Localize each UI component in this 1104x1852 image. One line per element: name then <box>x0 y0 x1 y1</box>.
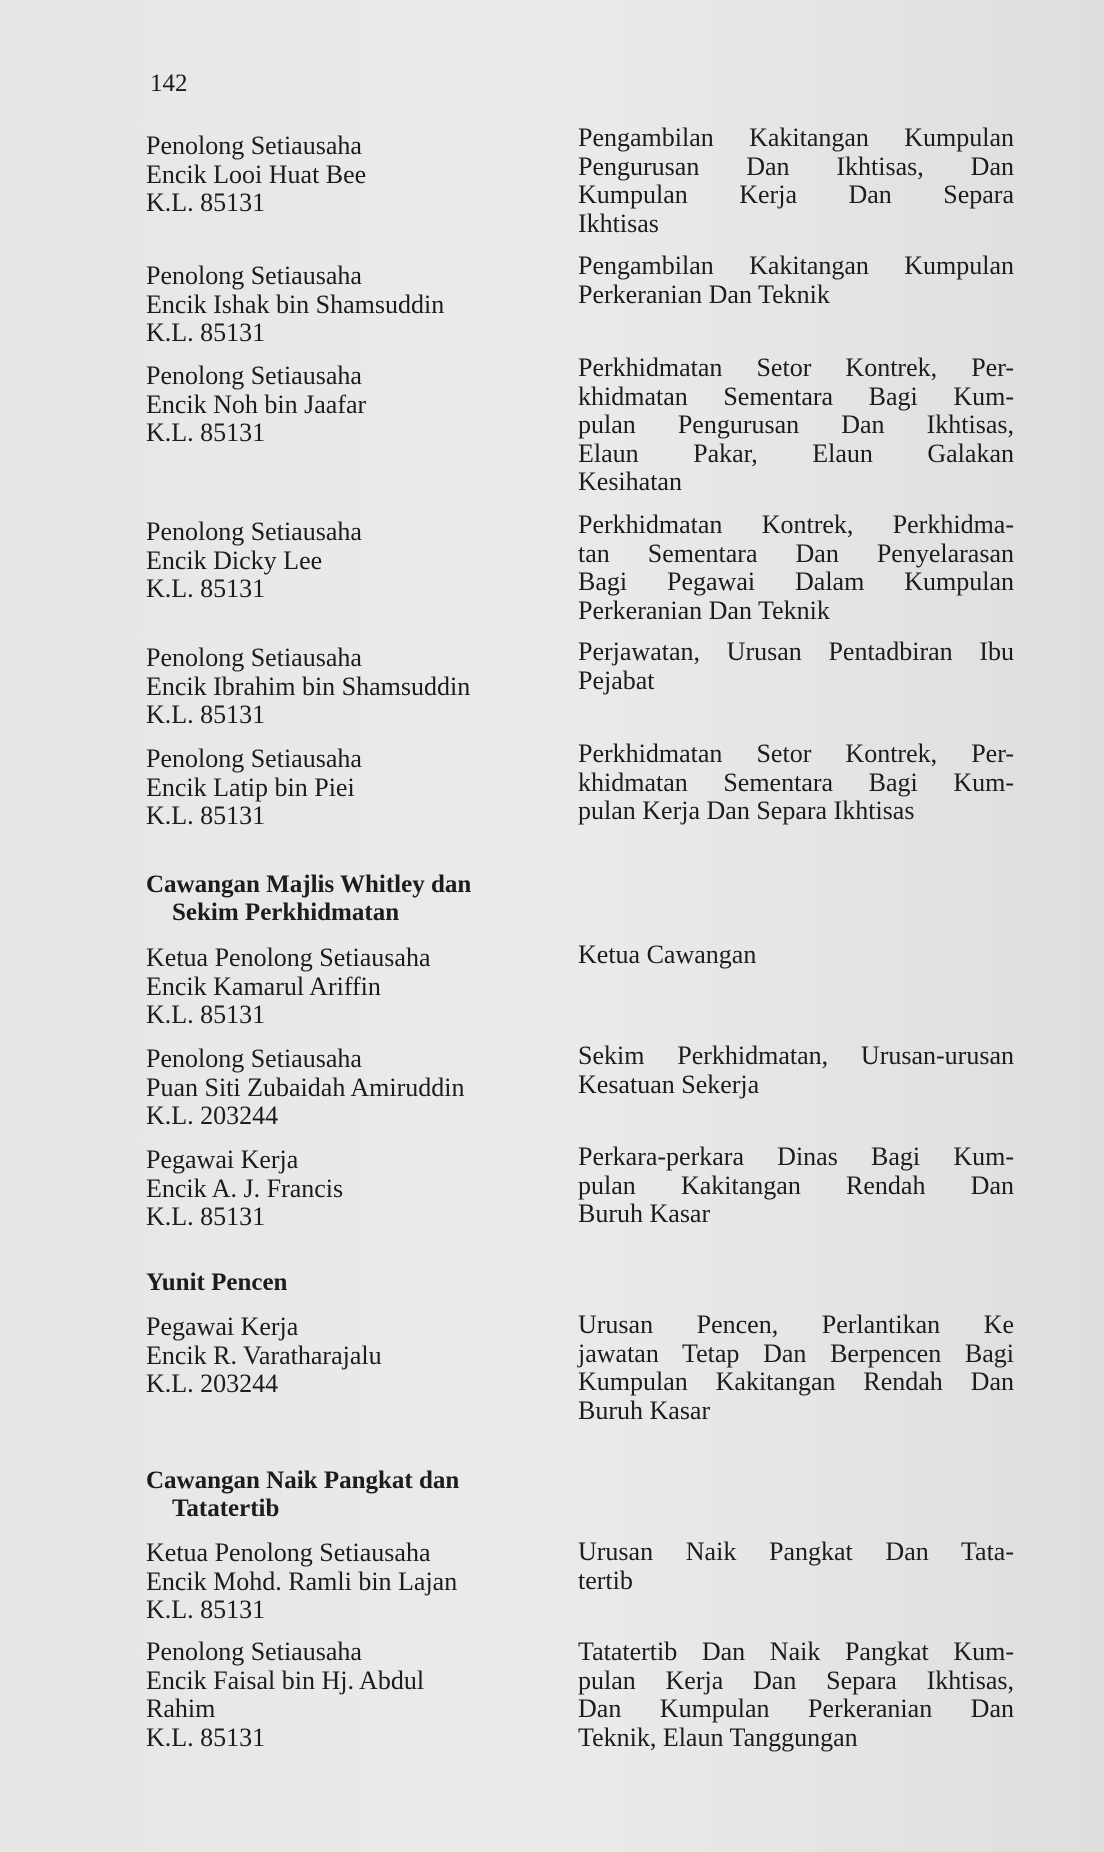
officer-title: Penolong Setiausaha <box>146 1044 362 1073</box>
duty-line: Bagi Pegawai Dalam Kumpulan <box>578 567 1014 596</box>
duty-line: Kesihatan <box>578 467 682 496</box>
duty-line: Pengambilan Kakitangan Kumpulan <box>578 251 1014 280</box>
officer-phone: K.L. 85131 <box>146 188 266 217</box>
officer-name: Encik Ishak bin Shamsuddin <box>146 289 445 319</box>
officer-title: Penolong Setiausaha <box>146 517 362 546</box>
officer-title: Pegawai Kerja <box>146 1145 299 1174</box>
duty-line: Teknik, Elaun Tanggungan <box>578 1722 858 1752</box>
duty-line: pulan Pengurusan Dan Ikhtisas, <box>578 410 1014 439</box>
duty-line: Ketua Cawangan <box>578 940 757 969</box>
duty-line: Urusan Naik Pangkat Dan Tata- <box>578 1537 1014 1566</box>
officer-title: Pegawai Kerja <box>146 1312 299 1341</box>
officer-entry <box>146 1539 566 1625</box>
duty-line: Dan Kumpulan Perkeranian Dan <box>578 1694 1014 1723</box>
officer-entry <box>146 1146 566 1232</box>
officer-phone: K.L. 85131 <box>146 1595 266 1624</box>
duty-line: Perkeranian Dan Teknik <box>578 279 830 309</box>
duty-line: tertib <box>578 1565 633 1595</box>
officer-entry <box>146 745 566 831</box>
officer-phone: K.L. 85131 <box>146 318 266 347</box>
officer-entry <box>146 644 566 730</box>
duty-description <box>578 1143 1014 1229</box>
officer-entry <box>146 132 566 218</box>
heading-line: Cawangan Majlis Whitley dan <box>146 871 472 898</box>
officer-name: Encik Looi Huat Bee <box>146 159 367 189</box>
duty-description <box>578 1538 1014 1595</box>
officer-entry <box>146 1313 566 1399</box>
officer-title: Penolong Setiausaha <box>146 361 362 390</box>
officer-name: Encik Faisal bin Hj. Abdul <box>146 1665 425 1695</box>
officer-entry <box>146 362 566 448</box>
officer-name-cont: Rahim <box>146 1694 216 1723</box>
duty-line: jawatan Tetap Dan Berpencen Bagi <box>578 1338 1014 1368</box>
duty-line: tan Sementara Dan Penyelarasan <box>578 538 1014 568</box>
heading-line: Tatatertib <box>172 1495 280 1522</box>
officer-title: Penolong Setiausaha <box>146 261 362 290</box>
duty-description <box>578 124 1014 238</box>
officer-name: Encik Latip bin Piei <box>146 772 355 802</box>
officer-phone: K.L. 85131 <box>146 1722 266 1752</box>
duty-description <box>578 1311 1014 1425</box>
officer-phone: K.L. 203244 <box>146 1101 279 1130</box>
duty-description <box>578 1042 1014 1099</box>
officer-name: Encik A. J. Francis <box>146 1173 344 1203</box>
officer-title: Ketua Penolong Setiausaha <box>146 1538 431 1567</box>
duty-description <box>578 638 1014 695</box>
officer-phone: K.L. 203244 <box>146 1369 279 1398</box>
officer-title: Ketua Penolong Setiausaha <box>146 943 431 972</box>
officer-phone: K.L. 85131 <box>146 418 266 447</box>
duty-line: Kumpulan Kakitangan Rendah Dan <box>578 1367 1014 1396</box>
officer-name: Encik Dicky Lee <box>146 545 323 575</box>
officer-entry <box>146 262 566 348</box>
duty-line: Tatatertib Dan Naik Pangkat Kum- <box>578 1637 1014 1666</box>
officer-title: Penolong Setiausaha <box>146 131 362 160</box>
officer-entry <box>146 518 566 604</box>
officer-name: Encik Mohd. Ramli bin Lajan <box>146 1566 458 1596</box>
duty-description <box>578 740 1014 826</box>
heading-line: Yunit Pencen <box>146 1269 288 1296</box>
duty-line: Urusan Pencen, Perlantikan Ke <box>578 1310 1014 1339</box>
duty-line: Perkhidmatan Setor Kontrek, Per- <box>578 739 1014 768</box>
duty-line: pulan Kakitangan Rendah Dan <box>578 1170 1014 1200</box>
officer-phone: K.L. 85131 <box>146 574 266 603</box>
duty-line: Pengurusan Dan Ikhtisas, Dan <box>578 151 1014 181</box>
officer-phone: K.L. 85131 <box>146 801 266 830</box>
officer-title: Penolong Setiausaha <box>146 744 362 773</box>
duty-line: Pejabat <box>578 665 655 695</box>
duty-line: Kesatuan Sekerja <box>578 1069 760 1099</box>
page-number: 142 <box>150 70 188 97</box>
duty-line: khidmatan Sementara Bagi Kum- <box>578 381 1014 411</box>
duty-line: pulan Kerja Dan Separa Ikhtisas, <box>578 1665 1014 1695</box>
officer-name: Encik Ibrahim bin Shamsuddin <box>146 671 471 701</box>
duty-line: khidmatan Sementara Bagi Kum- <box>578 767 1014 797</box>
officer-name: Puan Siti Zubaidah Amiruddin <box>146 1072 465 1102</box>
officer-entry <box>146 944 566 1030</box>
duty-line: Pengambilan Kakitangan Kumpulan <box>578 123 1014 152</box>
officer-entry <box>146 1045 566 1131</box>
duty-line: Buruh Kasar <box>578 1395 711 1425</box>
officer-name: Encik Noh bin Jaafar <box>146 389 367 419</box>
duty-line: Kumpulan Kerja Dan Separa <box>578 180 1014 209</box>
duty-description <box>578 941 1014 970</box>
duty-line: Elaun Pakar, Elaun Galakan <box>578 438 1014 468</box>
duty-line: Perkara-perkara Dinas Bagi Kum- <box>578 1142 1014 1171</box>
duty-description <box>578 354 1014 497</box>
duty-line: Ikhtisas <box>578 208 659 238</box>
officer-name: Encik R. Varatharajalu <box>146 1340 382 1370</box>
duty-line: Sekim Perkhidmatan, Urusan-urusan <box>578 1041 1014 1070</box>
officer-title: Penolong Setiausaha <box>146 1637 362 1666</box>
duty-line: pulan Kerja Dan Separa Ikhtisas <box>578 796 915 825</box>
duty-line: Perkeranian Dan Teknik <box>578 595 830 625</box>
section-heading-whitley <box>146 871 566 927</box>
officer-title: Penolong Setiausaha <box>146 643 362 672</box>
officer-phone: K.L. 85131 <box>146 1000 266 1029</box>
duty-line: Buruh Kasar <box>578 1199 711 1228</box>
officer-phone: K.L. 85131 <box>146 700 266 729</box>
duty-line: Perjawatan, Urusan Pentadbiran Ibu <box>578 637 1014 666</box>
section-heading-naik-pangkat <box>146 1467 566 1523</box>
section-heading-pencen <box>146 1269 566 1297</box>
duty-line: Perkhidmatan Setor Kontrek, Per- <box>578 353 1014 382</box>
duty-line: Perkhidmatan Kontrek, Perkhidma- <box>578 510 1014 539</box>
duty-description <box>578 1638 1014 1752</box>
heading-line: Sekim Perkhidmatan <box>172 899 400 926</box>
officer-entry <box>146 1638 566 1752</box>
officer-name: Encik Kamarul Ariffin <box>146 971 381 1001</box>
duty-description <box>578 252 1014 309</box>
duty-description <box>578 511 1014 625</box>
heading-line: Cawangan Naik Pangkat dan <box>146 1467 460 1494</box>
officer-phone: K.L. 85131 <box>146 1202 266 1231</box>
